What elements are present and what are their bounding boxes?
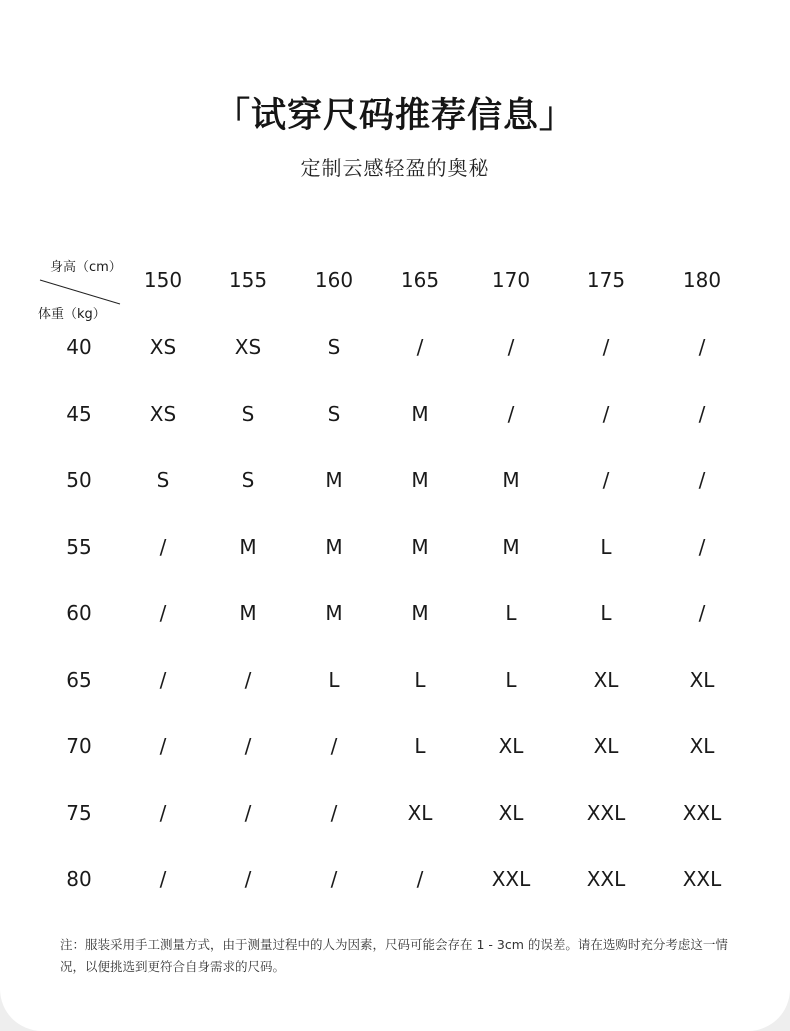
height-header-cell: 170 bbox=[491, 268, 531, 292]
size-cell: L bbox=[600, 601, 612, 625]
size-cell: / bbox=[330, 801, 338, 825]
size-cell: XS bbox=[234, 335, 262, 359]
size-cell: / bbox=[602, 402, 610, 426]
weight-header-cell: 60 bbox=[66, 601, 92, 625]
page-subtitle: 定制云感轻盈的奥秘 bbox=[300, 156, 490, 180]
size-cell: XL bbox=[689, 668, 715, 692]
size-cell: XXL bbox=[682, 867, 722, 891]
page-title: 「试穿尺码推荐信息」 bbox=[214, 96, 575, 136]
size-cell: XS bbox=[149, 335, 177, 359]
size-cell: M bbox=[325, 468, 343, 492]
height-header-cell: 155 bbox=[228, 268, 268, 292]
size-cell: / bbox=[698, 535, 706, 559]
size-cell: / bbox=[698, 335, 706, 359]
size-cell: / bbox=[159, 668, 167, 692]
size-cell: XL bbox=[689, 734, 715, 758]
size-cell: S bbox=[156, 468, 170, 492]
size-cell: / bbox=[330, 867, 338, 891]
size-cell: XXL bbox=[682, 801, 722, 825]
size-cell: / bbox=[507, 402, 515, 426]
height-header-cell: 150 bbox=[143, 268, 183, 292]
size-cell: L bbox=[600, 535, 612, 559]
size-cell: M bbox=[502, 535, 520, 559]
size-cell: M bbox=[411, 402, 429, 426]
size-cell: / bbox=[159, 535, 167, 559]
size-cell: M bbox=[502, 468, 520, 492]
size-cell: / bbox=[159, 867, 167, 891]
size-cell: S bbox=[327, 402, 341, 426]
size-cell: M bbox=[411, 601, 429, 625]
weight-header-cell: 55 bbox=[66, 535, 92, 559]
weight-header-cell: 75 bbox=[66, 801, 92, 825]
size-cell: / bbox=[244, 867, 252, 891]
height-axis-label: 身高（cm） bbox=[50, 260, 122, 275]
weight-axis-label: 体重（kg） bbox=[38, 307, 106, 322]
size-cell: L bbox=[414, 668, 426, 692]
size-cell: XL bbox=[498, 801, 524, 825]
size-cell: S bbox=[241, 468, 255, 492]
weight-header-cell: 80 bbox=[66, 867, 92, 891]
weight-header-cell: 50 bbox=[66, 468, 92, 492]
size-cell: XXL bbox=[491, 867, 531, 891]
height-header-cell: 160 bbox=[314, 268, 354, 292]
size-cell: L bbox=[505, 601, 517, 625]
size-cell: M bbox=[239, 535, 257, 559]
size-cell: S bbox=[241, 402, 255, 426]
size-cell: XL bbox=[593, 734, 619, 758]
size-cell: S bbox=[327, 335, 341, 359]
size-cell: XXL bbox=[586, 867, 626, 891]
weight-header-cell: 65 bbox=[66, 668, 92, 692]
height-header-cell: 180 bbox=[682, 268, 722, 292]
size-cell: M bbox=[411, 468, 429, 492]
size-cell: / bbox=[244, 801, 252, 825]
size-cell: XL bbox=[498, 734, 524, 758]
size-cell: XL bbox=[593, 668, 619, 692]
size-cell: / bbox=[416, 335, 424, 359]
size-cell: XS bbox=[149, 402, 177, 426]
table-corner-header bbox=[30, 252, 126, 326]
size-cell: / bbox=[244, 668, 252, 692]
size-cell: / bbox=[159, 801, 167, 825]
size-cell: M bbox=[325, 601, 343, 625]
height-header-cell: 165 bbox=[400, 268, 440, 292]
weight-header-cell: 45 bbox=[66, 402, 92, 426]
size-cell: M bbox=[411, 535, 429, 559]
weight-header-cell: 40 bbox=[66, 335, 92, 359]
size-cell: / bbox=[507, 335, 515, 359]
size-cell: XXL bbox=[586, 801, 626, 825]
weight-header-cell: 70 bbox=[66, 734, 92, 758]
size-cell: / bbox=[602, 468, 610, 492]
size-cell: / bbox=[698, 402, 706, 426]
size-cell: / bbox=[416, 867, 424, 891]
size-cell: / bbox=[698, 601, 706, 625]
size-cell: / bbox=[602, 335, 610, 359]
size-cell: XL bbox=[407, 801, 433, 825]
size-cell: L bbox=[328, 668, 340, 692]
size-cell: L bbox=[414, 734, 426, 758]
height-header-cell: 175 bbox=[586, 268, 626, 292]
size-cell: M bbox=[239, 601, 257, 625]
size-cell: / bbox=[244, 734, 252, 758]
size-cell: / bbox=[698, 468, 706, 492]
measurement-note: 注：服装采用手工测量方式，由于测量过程中的人为因素，尺码可能会存在 1 - 3cm 的误差。请在选购时充分考虑这一情况，以便挑选到更符合自身需求的尺码。 bbox=[60, 937, 728, 974]
size-cell: L bbox=[505, 668, 517, 692]
size-cell: / bbox=[159, 734, 167, 758]
size-cell: M bbox=[325, 535, 343, 559]
size-cell: / bbox=[159, 601, 167, 625]
size-cell: / bbox=[330, 734, 338, 758]
